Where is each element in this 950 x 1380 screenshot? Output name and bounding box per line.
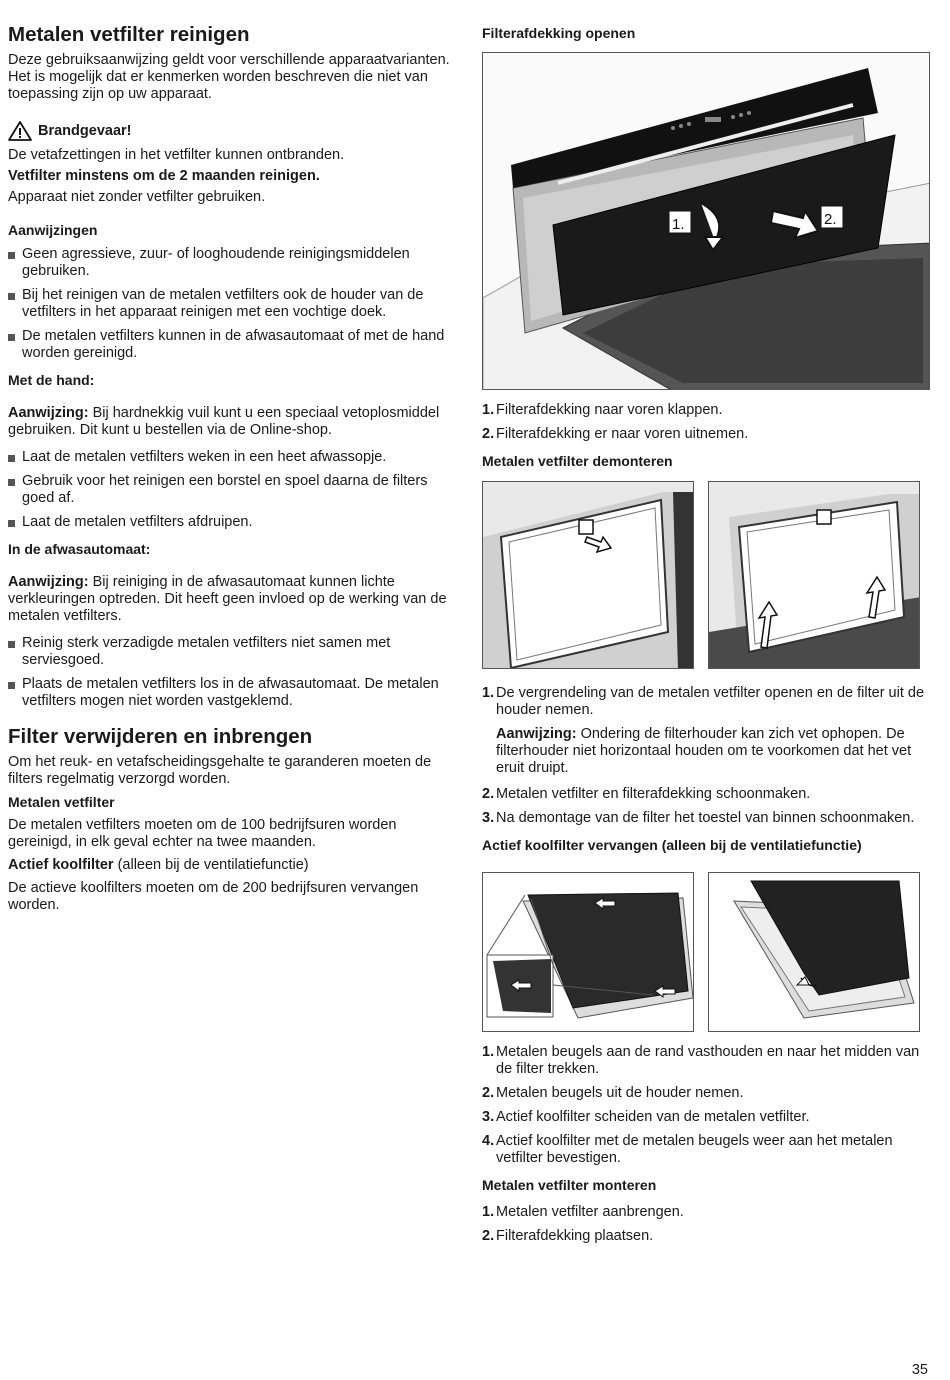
page-number: 35 <box>911 1362 928 1378</box>
warning-line-1: De vetafzettingen in het vetfilter kunnen ontbranden. <box>8 147 345 163</box>
dismount-steps-2 <box>482 786 930 827</box>
page-title: Metalen vetfilter reinigen <box>8 23 250 46</box>
step-label-1: 1. <box>672 216 685 233</box>
list-item: Plaats de metalen vetfilters los in de afwasautomaat. De metalen vetfilters mogen niet worden vastgeklemd. <box>8 676 456 710</box>
step-text: Metalen vetfilter en filterafdekking schoonmaken. <box>496 786 811 802</box>
dismount-figures <box>482 481 930 669</box>
step-text: Actief koolfilter scheiden van de metalen vetfilter. <box>496 1109 810 1125</box>
warning-line-2: Apparaat niet zonder vetfilter gebruiken. <box>8 189 266 205</box>
warning-header <box>8 121 456 141</box>
dismount-heading: Metalen vetfilter demonteren <box>482 453 673 469</box>
note-label: Aanwijzing: <box>8 574 89 590</box>
warning-title: Brandgevaar! <box>38 122 132 139</box>
step-number: 1. <box>482 685 495 701</box>
section2-title: Filter verwijderen en inbrengen <box>8 725 313 748</box>
list-item <box>482 402 930 419</box>
list-item: Reinig sterk verzadigde metalen vetfilters niet samen met serviesgoed. <box>8 635 456 669</box>
replace-steps <box>482 1044 930 1167</box>
list-item <box>482 1133 930 1167</box>
list-item <box>482 1204 930 1221</box>
carbon-text: De actieve koolfilters moeten om de 200 bedrijfsuren vervangen worden. <box>8 880 419 913</box>
hand-note <box>8 405 456 439</box>
hand-steps <box>8 449 456 531</box>
list-item: Gebruik voor het reinigen een borstel en spoel daarna de filters goed af. <box>8 473 456 507</box>
carbon-heading-bold: Actief koolfilter <box>8 857 114 873</box>
dish-heading: In de afwasautomaat: <box>8 541 151 557</box>
replace-heading: Actief koolfilter vervangen (alleen bij de ventilatiefunctie) <box>482 837 862 853</box>
list-item <box>482 1044 930 1078</box>
mount-steps <box>482 1204 930 1245</box>
list-item <box>482 685 930 719</box>
note-text: Bij hardnekkig vuil kunt u een speciaal vetoplosmiddel gebruiken. Dit kunt u bestellen via de Online-shop. <box>8 405 440 438</box>
step-text: Filterafdekking er naar voren uitnemen. <box>496 426 749 442</box>
mount-heading: Metalen vetfilter monteren <box>482 1177 657 1193</box>
list-item <box>482 1085 930 1102</box>
step-label-2: 2. <box>824 211 837 228</box>
step-number: 2. <box>482 1228 495 1244</box>
step-number: 1. <box>482 1044 495 1060</box>
step-text: Actief koolfilter met de metalen beugels weer aan het metalen vetfilter bevestigen. <box>496 1133 893 1166</box>
warning-triangle-icon <box>8 121 32 141</box>
dish-steps <box>8 635 456 710</box>
note-label: Aanwijzing: <box>496 726 577 742</box>
step-number: 2. <box>482 786 495 802</box>
open-steps <box>482 402 930 443</box>
list-item: Laat de metalen vetfilters weken in een heet afwassopje. <box>8 449 456 466</box>
hints-list <box>8 246 456 362</box>
step-number: 2. <box>482 1085 495 1101</box>
figure-carbon-separate <box>708 872 920 1032</box>
figure-carbon-clips <box>482 872 694 1032</box>
list-item <box>482 1109 930 1126</box>
step-number: 2. <box>482 426 495 442</box>
step-text: Na demontage van de filter het toestel van binnen schoonmaken. <box>496 810 915 826</box>
intro-text: Deze gebruiksaanwijzing geldt voor verschillende apparaatvarianten. Het is mogelijk dat er kenmerken worden beschreven die niet van toepassing zijn op uw apparaat. <box>8 52 450 102</box>
list-item: De metalen vetfilters kunnen in de afwasautomaat of met de hand worden gereinigd. <box>8 328 456 362</box>
hand-heading: Met de hand: <box>8 372 95 388</box>
open-heading: Filterafdekking openen <box>482 25 636 41</box>
step-text: Metalen vetfilter aanbrengen. <box>496 1204 684 1220</box>
dismount-note <box>482 726 930 777</box>
note-text: Ondering de filterhouder kan zich vet ophopen. De filterhouder niet horizontaal houden om te voorkomen dat het vet eruit druipt. <box>496 726 912 776</box>
figure-filter-unlock <box>482 481 694 669</box>
step-number: 4. <box>482 1133 495 1149</box>
note-label: Aanwijzing: <box>8 405 89 421</box>
step-number: 3. <box>482 810 495 826</box>
step-text: Filterafdekking naar voren klappen. <box>496 402 723 418</box>
step-number: 1. <box>482 402 495 418</box>
list-item: Geen agressieve, zuur- of looghoudende reinigingsmiddelen gebruiken. <box>8 246 456 280</box>
step-text: Metalen beugels aan de rand vasthouden en naar het midden van de filter trekken. <box>496 1044 920 1077</box>
right-column <box>482 25 930 1252</box>
list-item <box>482 810 930 827</box>
carbon-heading <box>8 857 456 874</box>
list-item <box>482 1228 930 1245</box>
step-text: Metalen beugels uit de houder nemen. <box>496 1085 744 1101</box>
list-item <box>482 426 930 443</box>
step-text: De vergrendeling van de metalen vetfilter openen en de filter uit de houder nemen. <box>496 685 925 718</box>
hood-illustration <box>483 53 930 390</box>
note-text: Bij reiniging in de afwasautomaat kunnen lichte verkleuringen optreden. Dit heeft geen invloed op de werking van de metalen vetfilters. <box>8 574 447 624</box>
left-column <box>8 22 456 914</box>
dish-note <box>8 574 456 625</box>
step-number: 3. <box>482 1109 495 1125</box>
warning-bold: Vetfilter minstens om de 2 maanden reinigen. <box>8 168 320 184</box>
carbon-heading-rest: (alleen bij de ventilatiefunctie) <box>113 857 309 873</box>
dismount-steps <box>482 685 930 719</box>
section2-intro: Om het reuk- en vetafscheidingsgehalte te garanderen moeten de filters regelmatig verzorgd worden. <box>8 754 432 787</box>
hints-heading: Aanwijzingen <box>8 222 98 238</box>
metal-heading: Metalen vetfilter <box>8 794 115 810</box>
replace-figures <box>482 872 930 1032</box>
step-text: Filterafdekking plaatsen. <box>496 1228 654 1244</box>
figure-open-cover <box>482 52 930 390</box>
list-item: Bij het reinigen van de metalen vetfilters ook de houder van de vetfilters in het apparaat reinigen met een vochtige doek. <box>8 287 456 321</box>
figure-filter-remove <box>708 481 920 669</box>
list-item: Laat de metalen vetfilters afdruipen. <box>8 514 456 531</box>
list-item <box>482 786 930 803</box>
step-number: 1. <box>482 1204 495 1220</box>
metal-text: De metalen vetfilters moeten om de 100 bedrijfsuren worden gereinigd, in elk geval echter na twee maanden. <box>8 817 397 850</box>
